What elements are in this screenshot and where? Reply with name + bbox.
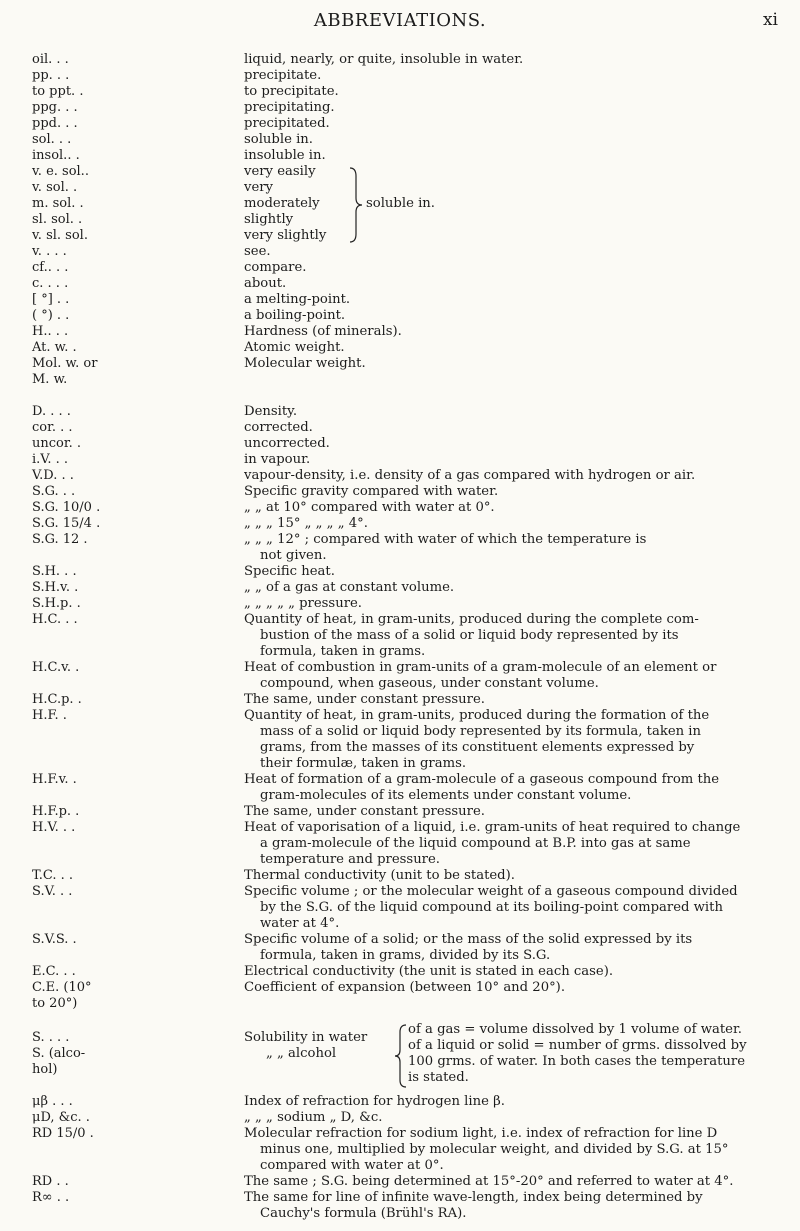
definition-line: precipitated. <box>244 116 330 131</box>
definition-line: Molecular refraction for sodium light, i.e. index of refraction for line D <box>244 1126 718 1141</box>
definition-line: The same for line of infinite wave-length, index being determined by <box>244 1190 703 1205</box>
abbreviation-term: to ppt. . <box>32 84 84 99</box>
definition-line: about. <box>244 276 287 291</box>
abbreviation-definition <box>244 612 789 660</box>
abbreviation-term: S.G. 10/0 . <box>32 500 101 515</box>
abbreviation-entry <box>0 516 800 532</box>
abbreviation-definition <box>244 356 789 388</box>
abbreviation-term: H.C. . . <box>32 612 78 627</box>
abbreviation-definition <box>244 1174 789 1190</box>
left-brace-icon <box>394 1024 408 1088</box>
abbreviation-definition: very easily <box>244 164 316 179</box>
definition-line: Specific volume ; or the molecular weight of a gaseous compound divided <box>244 884 738 899</box>
abbreviation-definition <box>244 692 789 708</box>
abbreviation-term: H.V. . . <box>32 820 76 835</box>
abbreviation-term: cf.. . . <box>32 260 69 275</box>
abbreviation-term: c. . . . <box>32 276 69 291</box>
abbreviation-entry <box>0 484 800 500</box>
abbreviation-entry <box>0 260 800 276</box>
abbreviation-term: ppg. . . <box>32 100 78 115</box>
definition-line: not given. <box>260 548 327 563</box>
definition-line: vapour-density, i.e. density of a gas compared with hydrogen or air. <box>244 468 696 483</box>
abbreviation-term: ( °) . . <box>32 308 70 323</box>
definition-line: grams, from the masses of its constituent elements expressed by <box>260 740 695 755</box>
abbreviation-entry <box>0 388 800 404</box>
solubility-terms-group <box>0 164 800 244</box>
page-title: ABBREVIATIONS. <box>313 10 487 31</box>
definition-line: to precipitate. <box>244 84 339 99</box>
definition-line: in vapour. <box>244 452 311 467</box>
abbreviation-term: D. . . . <box>32 404 71 419</box>
abbreviation-entry <box>0 68 800 84</box>
abbreviation-entry <box>0 596 800 612</box>
abbreviation-definition <box>244 276 789 292</box>
abbreviation-entry <box>0 244 800 260</box>
abbreviation-term: oil. . . <box>32 52 69 67</box>
abbreviation-term: V.D. . . <box>32 468 74 483</box>
definition-line: Quantity of heat, in gram-units, produced during the complete com- <box>244 612 699 627</box>
definition-line: Coefficient of expansion (between 10° and 20°). <box>244 980 566 995</box>
definition-line: is stated. <box>408 1070 469 1085</box>
abbreviation-entry <box>0 804 800 820</box>
abbreviation-entry <box>0 564 800 580</box>
solubility-water-label: Solubility in water <box>244 1030 368 1045</box>
abbreviation-entry <box>0 84 800 100</box>
soluble-in-label: soluble in. <box>366 196 435 211</box>
abbreviation-entry <box>0 1110 800 1126</box>
definition-line: Specific volume of a solid; or the mass of the solid expressed by its <box>244 932 693 947</box>
abbreviation-entry <box>0 100 800 116</box>
definition-line: Heat of combustion in gram-units of a gram-molecule of an element or <box>244 660 717 675</box>
abbreviation-term: μD, &c. . <box>32 1110 90 1125</box>
abbreviation-definition <box>244 340 789 356</box>
definition-line: Cauchy's formula (Brühl's RA). <box>260 1206 467 1221</box>
abbreviation-term: H.F. . <box>32 708 67 723</box>
abbreviation-term: H.. . . <box>32 324 69 339</box>
solubility-definition <box>408 1022 747 1086</box>
solubility-alcohol-label: „ „ alcohol <box>266 1046 337 1061</box>
abbreviation-definition <box>244 308 789 324</box>
abbreviation-term: C.E. (10° to 20°) <box>32 980 92 1011</box>
abbreviation-term: H.C.p. . <box>32 692 82 707</box>
abbreviation-term: sl. sol. . <box>32 212 83 227</box>
abbreviation-term: T.C. . . <box>32 868 74 883</box>
definition-line: Molecular weight. <box>244 356 366 371</box>
abbreviation-definition: slightly <box>244 212 294 227</box>
definition-line: soluble in. <box>244 132 313 147</box>
definition-line: Electrical conductivity (the unit is stated in each case). <box>244 964 614 979</box>
definition-line: „ „ of a gas at constant volume. <box>244 580 455 595</box>
definition-line: a boiling-point. <box>244 308 346 323</box>
abbreviation-term: i.V. . . <box>32 452 69 467</box>
abbreviation-term: S.G. 12 . <box>32 532 88 547</box>
definition-line: „ „ at 10° compared with water at 0°. <box>244 500 495 515</box>
definition-line: of a gas = volume dissolved by 1 volume of water. <box>408 1022 742 1037</box>
definition-line: Density. <box>244 404 298 419</box>
abbreviation-definition <box>244 1126 789 1174</box>
definition-line: „ „ „ 15° „ „ „ „ 4°. <box>244 516 368 531</box>
abbreviation-definition <box>244 404 789 420</box>
abbreviation-term: insol.. . <box>32 148 80 163</box>
abbreviation-entry <box>0 1126 800 1174</box>
abbreviation-term: S. (alco- hol) <box>32 1046 86 1077</box>
abbreviation-entry <box>0 660 800 692</box>
definition-line: compound, when gaseous, under constant volume. <box>260 676 599 691</box>
abbreviation-entry <box>0 420 800 436</box>
definition-line: liquid, nearly, or quite, insoluble in water. <box>244 52 524 67</box>
abbreviation-term: v. sl. sol. <box>32 228 88 243</box>
abbreviation-definition <box>244 596 789 612</box>
definition-line: insoluble in. <box>244 148 326 163</box>
abbreviation-term: RD . . <box>32 1174 69 1189</box>
definition-line: Specific gravity compared with water. <box>244 484 499 499</box>
abbreviation-definition: very <box>244 180 274 195</box>
definition-line: „ „ „ 12° ; compared with water of which the temperature is <box>244 532 647 547</box>
abbreviation-term: S.H.v. . <box>32 580 79 595</box>
abbreviation-definition <box>244 244 789 260</box>
definition-line: a melting-point. <box>244 292 351 307</box>
abbreviation-term: RD 15/0 . <box>32 1126 94 1141</box>
abbreviation-entry <box>0 404 800 420</box>
abbreviation-term: uncor. . <box>32 436 82 451</box>
definition-line: The same ; S.G. being determined at 15°-20° and referred to water at 4°. <box>244 1174 734 1189</box>
definition-line: a gram-molecule of the liquid compound at B.P. into gas at same <box>260 836 691 851</box>
abbreviation-entry <box>0 340 800 356</box>
abbreviation-entry <box>0 276 800 292</box>
definition-line: mass of a solid or liquid body represented by its formula, taken in <box>260 724 702 739</box>
abbreviation-list <box>0 52 800 1222</box>
abbreviation-term: H.F.v. . <box>32 772 77 787</box>
abbreviation-term: H.C.v. . <box>32 660 80 675</box>
solubility-entry <box>0 1022 800 1094</box>
definition-line: minus one, multiplied by molecular weight, and divided by S.G. at 15° <box>260 1142 729 1157</box>
definition-line: „ „ „ sodium „ D, &c. <box>244 1110 383 1125</box>
abbreviation-entry <box>0 1174 800 1190</box>
abbreviation-definition <box>244 388 789 404</box>
definition-line: Thermal conductivity (unit to be stated). <box>244 868 515 883</box>
abbreviation-term: S.G. . . <box>32 484 76 499</box>
abbreviation-entry <box>0 132 800 148</box>
abbreviation-term: S.V. . . <box>32 884 73 899</box>
abbreviation-entry <box>0 1190 800 1222</box>
abbreviation-term: Mol. w. or M. w. <box>32 356 98 387</box>
definition-line: Heat of vaporisation of a liquid, i.e. gram-units of heat required to change <box>244 820 741 835</box>
abbreviation-term: At. w. . <box>32 340 77 355</box>
abbreviation-definition <box>244 452 789 468</box>
definition-line: see. <box>244 244 271 259</box>
abbreviation-definition <box>244 484 789 500</box>
definition-line: bustion of the mass of a solid or liquid body represented by its <box>260 628 679 643</box>
abbreviation-entry <box>0 980 800 1012</box>
abbreviation-entry <box>0 532 800 564</box>
abbreviation-entry <box>0 772 800 804</box>
definition-line: precipitate. <box>244 68 322 83</box>
definition-line: compared with water at 0°. <box>260 1158 444 1173</box>
abbreviation-definition <box>244 580 789 596</box>
abbreviation-term: m. sol. . <box>32 196 84 211</box>
abbreviation-term: S.H.p. . <box>32 596 81 611</box>
abbreviation-definition <box>244 292 789 308</box>
abbreviation-entry <box>0 884 800 932</box>
abbreviation-entry <box>0 1094 800 1110</box>
abbreviation-definition <box>244 708 789 772</box>
definition-line: Index of refraction for hydrogen line β. <box>244 1094 505 1109</box>
abbreviation-entry <box>0 356 800 388</box>
abbreviation-definition: very slightly <box>244 228 327 243</box>
abbreviation-term: cor. . . <box>32 420 73 435</box>
definition-line: formula, taken in grams, divided by its S.G. <box>260 948 551 963</box>
abbreviation-term: S.H. . . <box>32 564 77 579</box>
abbreviation-definition <box>244 1190 789 1222</box>
abbreviation-definition <box>244 804 789 820</box>
abbreviation-definition <box>244 468 789 484</box>
abbreviation-entry <box>0 820 800 868</box>
abbreviation-entry <box>0 452 800 468</box>
definition-line <box>244 372 789 388</box>
abbreviation-entry <box>0 52 800 68</box>
abbreviation-definition <box>244 868 789 884</box>
abbreviation-term: sol. . . <box>32 132 72 147</box>
definition-line: water at 4°. <box>260 916 340 931</box>
abbreviation-term: E.C. . . <box>32 964 76 979</box>
abbreviation-definition <box>244 68 789 84</box>
right-brace-icon <box>348 166 368 244</box>
abbreviation-definition <box>244 932 789 964</box>
definition-line: gram-molecules of its elements under constant volume. <box>260 788 632 803</box>
abbreviation-term: S. . . . <box>32 1030 70 1045</box>
abbreviation-definition <box>244 980 789 1012</box>
abbreviation-entry <box>0 116 800 132</box>
abbreviation-entry <box>0 692 800 708</box>
abbreviation-entry <box>0 292 800 308</box>
definition-line: corrected. <box>244 420 313 435</box>
abbreviation-definition <box>244 772 789 804</box>
page-number: xi <box>762 10 778 30</box>
abbreviation-definition <box>244 132 789 148</box>
definition-line: Specific heat. <box>244 564 335 579</box>
definition-line: by the S.G. of the liquid compound at its boiling-point compared with <box>260 900 723 915</box>
abbreviation-definition <box>244 148 789 164</box>
definition-line: Quantity of heat, in gram-units, produced during the formation of the <box>244 708 710 723</box>
abbreviation-term: v. sol. . <box>32 180 78 195</box>
definition-line: „ „ „ „ „ pressure. <box>244 596 362 611</box>
abbreviation-definition <box>244 324 789 340</box>
abbreviation-entry <box>0 324 800 340</box>
abbreviation-entry <box>0 932 800 964</box>
definition-line <box>244 996 789 1012</box>
abbreviation-entry <box>0 868 800 884</box>
abbreviation-term: pp. . . <box>32 68 70 83</box>
definition-line: formula, taken in grams. <box>260 644 426 659</box>
abbreviation-term: [ °] . . <box>32 292 70 307</box>
abbreviation-definition <box>244 964 789 980</box>
abbreviation-entry <box>0 612 800 660</box>
abbreviation-entry <box>0 580 800 596</box>
abbreviation-definition <box>244 436 789 452</box>
definition-line <box>244 388 789 404</box>
abbreviation-definition <box>244 100 789 116</box>
abbreviation-term: μβ . . . <box>32 1094 73 1109</box>
definition-line: their formulæ, taken in grams. <box>260 756 467 771</box>
abbreviation-definition <box>244 1110 789 1126</box>
page-header <box>0 0 800 34</box>
definition-line: temperature and pressure. <box>260 852 440 867</box>
abbreviation-term: H.F.p. . <box>32 804 80 819</box>
abbreviation-definition <box>244 516 789 532</box>
definition-line: The same, under constant pressure. <box>244 804 485 819</box>
definition-line: Hardness (of minerals). <box>244 324 402 339</box>
definition-line: Atomic weight. <box>244 340 345 355</box>
abbreviation-definition <box>244 420 789 436</box>
definition-line: 100 grms. of water. In both cases the temperature <box>408 1054 746 1069</box>
abbreviation-entry <box>0 308 800 324</box>
abbreviation-entry <box>0 148 800 164</box>
abbreviation-definition <box>244 84 789 100</box>
abbreviation-entry <box>0 436 800 452</box>
abbreviation-term: S.V.S. . <box>32 932 77 947</box>
definition-line: The same, under constant pressure. <box>244 692 485 707</box>
abbreviation-definition <box>244 52 789 68</box>
abbreviation-definition <box>244 564 789 580</box>
definition-line: of a liquid or solid = number of grms. dissolved by <box>408 1038 747 1053</box>
abbreviation-definition <box>244 884 789 932</box>
abbreviation-term: S.G. 15/4 . <box>32 516 101 531</box>
definition-line: uncorrected. <box>244 436 330 451</box>
definition-line: precipitating. <box>244 100 335 115</box>
abbreviation-term: v. . . . <box>32 244 67 259</box>
abbreviation-definition <box>244 820 789 868</box>
abbreviation-term: ppd. . . <box>32 116 78 131</box>
definition-line: compare. <box>244 260 307 275</box>
abbreviation-definition <box>244 116 789 132</box>
abbreviation-definition <box>244 532 789 564</box>
abbreviation-definition: moderately <box>244 196 320 211</box>
abbreviation-definition <box>244 1094 789 1110</box>
definition-line: Heat of formation of a gram-molecule of a gaseous compound from the <box>244 772 720 787</box>
abbreviation-entry <box>0 964 800 980</box>
abbreviation-term: v. e. sol.. <box>32 164 89 179</box>
abbreviation-entry <box>0 468 800 484</box>
abbreviation-term: R∞ . . <box>32 1190 70 1205</box>
abbreviation-definition <box>244 660 789 692</box>
abbreviation-entry <box>0 500 800 516</box>
abbreviation-definition <box>244 500 789 516</box>
abbreviation-entry <box>0 708 800 772</box>
abbreviation-definition <box>244 260 789 276</box>
